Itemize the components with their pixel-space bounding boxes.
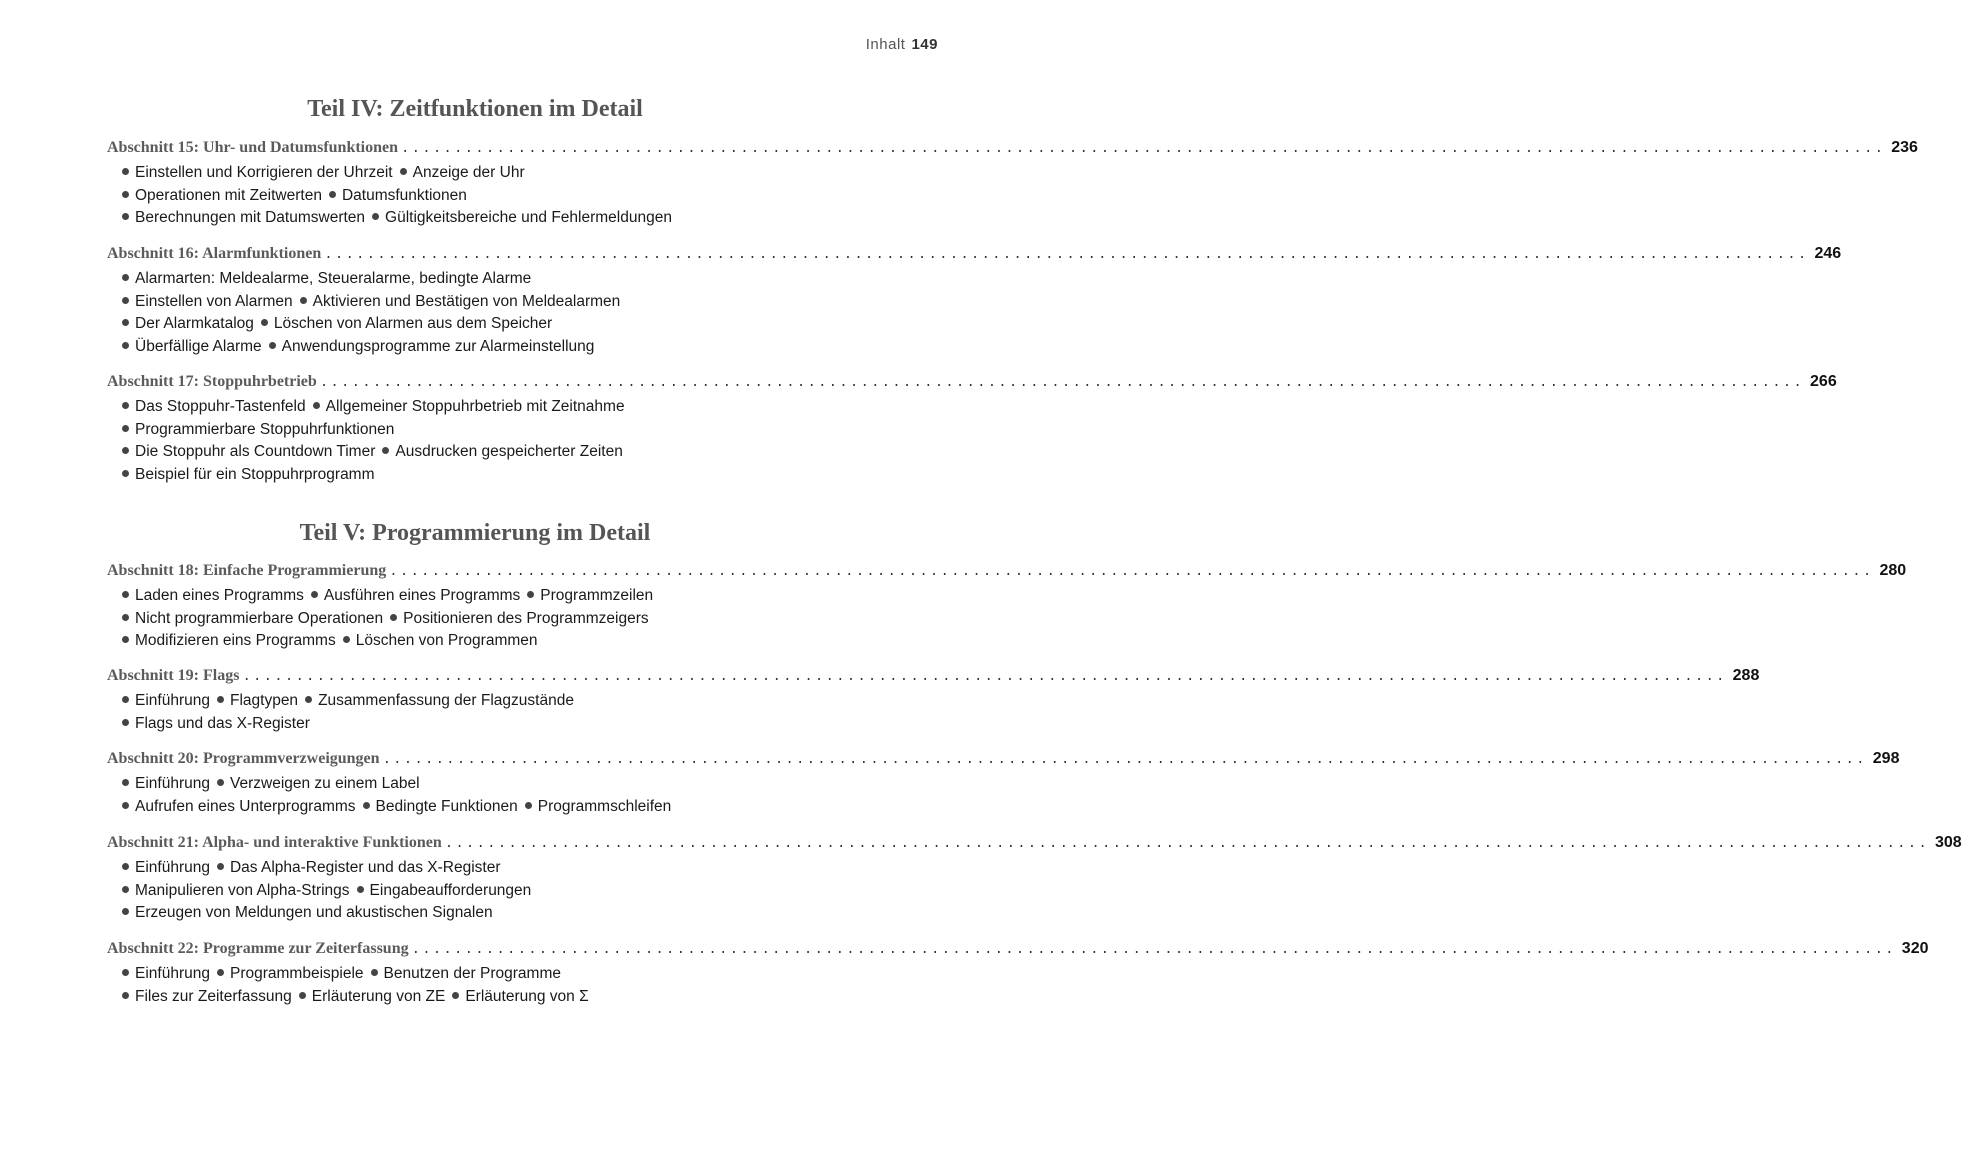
bullet-icon [122,863,129,870]
topic-lines [107,690,877,735]
section-heading[interactable] [107,562,1907,584]
bullet-icon [390,614,397,621]
topic-item: Erläuterung von ZE [311,987,446,1005]
bullet-icon [261,319,268,326]
dot-leader: ............................................................................................................................................ [242,669,1727,685]
topic-line [107,441,877,464]
toc-section[interactable] [107,834,1962,925]
bullet-icon [400,168,407,175]
topic-line [107,773,877,796]
section-page-number: 246 [1814,245,1842,262]
bullet-icon [122,719,129,726]
bullet-icon [452,992,459,999]
topic-item: Ausdrucken gespeicherter Zeiten [395,443,623,460]
topic-item: Einführung [135,775,210,792]
bullet-icon [122,213,129,220]
topic-line [107,796,877,819]
topic-item: Programmbeispiele [229,965,364,982]
section-heading[interactable] [107,667,1760,689]
topic-line [107,185,877,208]
topic-item: Manipulieren von Alpha-Strings [135,881,350,899]
bullet-icon [357,886,364,893]
topic-line [107,630,877,653]
bullet-icon [217,863,224,870]
bullet-icon [527,591,534,598]
section-heading[interactable] [107,834,1962,856]
dot-leader: ............................................................................................................................................ [401,141,1886,157]
bullet-icon [122,447,129,454]
bullet-icon [122,470,129,477]
dot-leader: ............................................................................................................................................ [411,942,1896,958]
topic-item: Benutzen der Programme [383,965,561,982]
section-page-number: 288 [1732,667,1760,684]
bullet-icon [217,969,224,976]
topic-item: Einführung [135,692,210,709]
section-page-number: 266 [1810,373,1837,390]
topic-line [107,608,877,631]
topic-item: Bedingte Funktionen [375,797,518,815]
bullet-icon [122,614,129,621]
topic-item: Modifizieren eins Programms [135,632,336,649]
topic-line [107,902,877,925]
bullet-icon [217,779,224,786]
bullet-icon [343,636,350,643]
bullet-icon [329,191,336,198]
topic-line [107,713,877,736]
bullet-icon [300,297,307,304]
bullet-icon [217,696,224,703]
topic-item: Allgemeiner Stoppuhrbetrieb mit Zeitnahme [325,398,625,415]
bullet-icon [122,274,129,281]
topic-item: Anzeige der Uhr [412,164,525,181]
toc-section[interactable] [107,245,1842,358]
topic-item: Die Stoppuhr als Countdown Timer [135,443,376,460]
running-head-label: Inhalt [865,36,906,53]
bullet-icon [122,992,129,999]
page-number: 149 [911,36,938,53]
topic-item: Einführung [135,965,210,982]
dot-leader: ............................................................................................................................................ [444,836,1929,852]
topic-item: Einstellen und Korrigieren der Uhrzeit [135,164,393,181]
topic-item: Aufrufen eines Unterprogramms [135,797,356,815]
bullet-icon [269,342,276,349]
topic-item: Datumsfunktionen [341,186,467,204]
section-heading[interactable] [107,750,1900,772]
part-title: Teil IV: Zeitfunktionen im Detail [307,96,643,122]
toc-section[interactable] [107,139,1918,230]
topic-item: Files zur Zeiterfassung [135,987,292,1005]
topic-lines [107,268,877,358]
topic-item: Erzeugen von Meldungen und akustischen Signalen [135,904,493,921]
topic-item: Gültigkeitsbereiche und Fehlermeldungen [385,209,672,226]
topic-item: Nicht programmierbare Operationen [135,609,384,627]
bullet-icon [382,447,389,454]
toc-section[interactable] [107,750,1900,818]
bullet-icon [122,342,129,349]
bullet-icon [363,802,370,809]
section-title: Abschnitt 15: Uhr- und Datumsfunktionen [107,139,399,156]
bullet-icon [122,908,129,915]
topic-item: Einführung [135,859,210,876]
topic-line [107,207,877,230]
topic-item: Ausführen eines Programms [323,587,521,604]
toc-section[interactable] [107,373,1837,486]
dot-leader: ............................................................................................................................................ [319,375,1805,391]
bullet-icon [122,168,129,175]
topic-item: Programmzeilen [540,587,654,604]
topic-item: Laden eines Programms [135,587,304,604]
topic-line [107,268,877,291]
topic-item: Löschen von Alarmen aus dem Speicher [273,315,553,332]
bullet-icon [525,802,532,809]
topic-item: Erläuterung von Σ [465,987,589,1005]
topic-item: Programmierbare Stoppuhrfunktionen [135,420,395,438]
topic-item: Operationen mit Zeitwerten [135,186,322,204]
topic-line [107,585,877,608]
section-page-number: 280 [1879,562,1907,579]
topic-line [107,690,877,713]
topic-line [107,419,877,442]
topic-line [107,963,877,986]
section-title: Abschnitt 21: Alpha- und interaktive Funktionen [107,834,442,851]
section-title: Abschnitt 20: Programmverzweigungen [107,750,380,767]
bullet-icon [122,636,129,643]
section-heading[interactable] [107,245,1842,267]
topic-item: Flagtypen [229,692,299,709]
topic-item: Das Alpha-Register und das X-Register [229,859,501,876]
section-title: Abschnitt 22: Programme zur Zeiterfassung [107,940,409,957]
section-heading[interactable] [107,373,1837,395]
topic-item: Flags und das X-Register [135,714,310,732]
bullet-icon [122,591,129,598]
topic-item: Zusammenfassung der Flagzustände [318,692,574,709]
topic-lines [107,773,877,818]
topic-item: Verzweigen zu einem Label [229,775,420,792]
section-heading[interactable] [107,139,1918,161]
topic-item: Positionieren des Programmzeigers [403,609,649,627]
bullet-icon [122,319,129,326]
topic-item: Programmschleifen [537,797,672,815]
toc-section[interactable] [107,940,1929,1008]
topic-line [107,464,877,487]
topic-item: Anwendungsprogramme zur Alarmeinstellung [281,337,595,355]
topic-line [107,857,877,880]
topic-line [107,880,877,903]
section-page-number: 298 [1872,750,1900,767]
topic-line [107,986,877,1009]
dot-leader: ............................................................................................................................................ [389,564,1874,580]
topic-item: Berechnungen mit Datumswerten [135,209,366,226]
running-head [866,36,938,53]
section-title: Abschnitt 17: Stoppuhrbetrieb [107,373,317,390]
part-title: Teil V: Programmierung im Detail [299,520,651,546]
topic-line [107,291,877,314]
bullet-icon [122,297,129,304]
topic-line [107,396,877,419]
topic-lines [107,396,877,486]
bullet-icon [371,969,378,976]
toc-section[interactable] [107,667,1760,735]
topic-lines [107,162,877,230]
topic-lines [107,857,877,925]
section-page-number: 236 [1891,139,1918,156]
section-page-number: 308 [1934,834,1962,851]
topic-item: Einstellen von Alarmen [135,292,293,310]
section-page-number: 320 [1901,940,1929,957]
bullet-icon [122,969,129,976]
topic-item: Eingabeaufforderungen [369,881,532,899]
bullet-icon [122,696,129,703]
topic-lines [107,585,877,653]
topic-item: Überfällige Alarme [135,337,262,355]
bullet-icon [122,402,129,409]
section-title: Abschnitt 19: Flags [107,667,240,684]
topic-lines [107,963,877,1008]
bullet-icon [122,425,129,432]
topic-item: Aktivieren und Bestätigen von Meldealarmen [312,292,621,310]
topic-line [107,336,877,359]
bullet-icon [299,992,306,999]
topic-line [107,313,877,336]
bullet-icon [311,591,318,598]
topic-item: Alarmarten: Meldealarme, Steueralarme, bedingte Alarme [135,270,532,287]
topic-item: Das Stoppuhr-Tastenfeld [135,398,306,415]
toc-section[interactable] [107,562,1907,653]
bullet-icon [122,886,129,893]
bullet-icon [122,802,129,809]
section-title: Abschnitt 18: Einfache Programmierung [107,562,387,579]
section-heading[interactable] [107,940,1929,962]
topic-item: Löschen von Programmen [355,632,538,649]
bullet-icon [122,779,129,786]
section-title: Abschnitt 16: Alarmfunktionen [107,245,322,262]
bullet-icon [122,191,129,198]
bullet-icon [372,213,379,220]
bullet-icon [313,402,320,409]
topic-item: Der Alarmkatalog [135,315,254,332]
bullet-icon [305,696,312,703]
topic-item: Beispiel für ein Stoppuhrprogramm [135,465,375,483]
topic-line [107,162,877,185]
dot-leader: ............................................................................................................................................ [382,752,1867,768]
dot-leader: ............................................................................................................................................ [324,247,1809,263]
